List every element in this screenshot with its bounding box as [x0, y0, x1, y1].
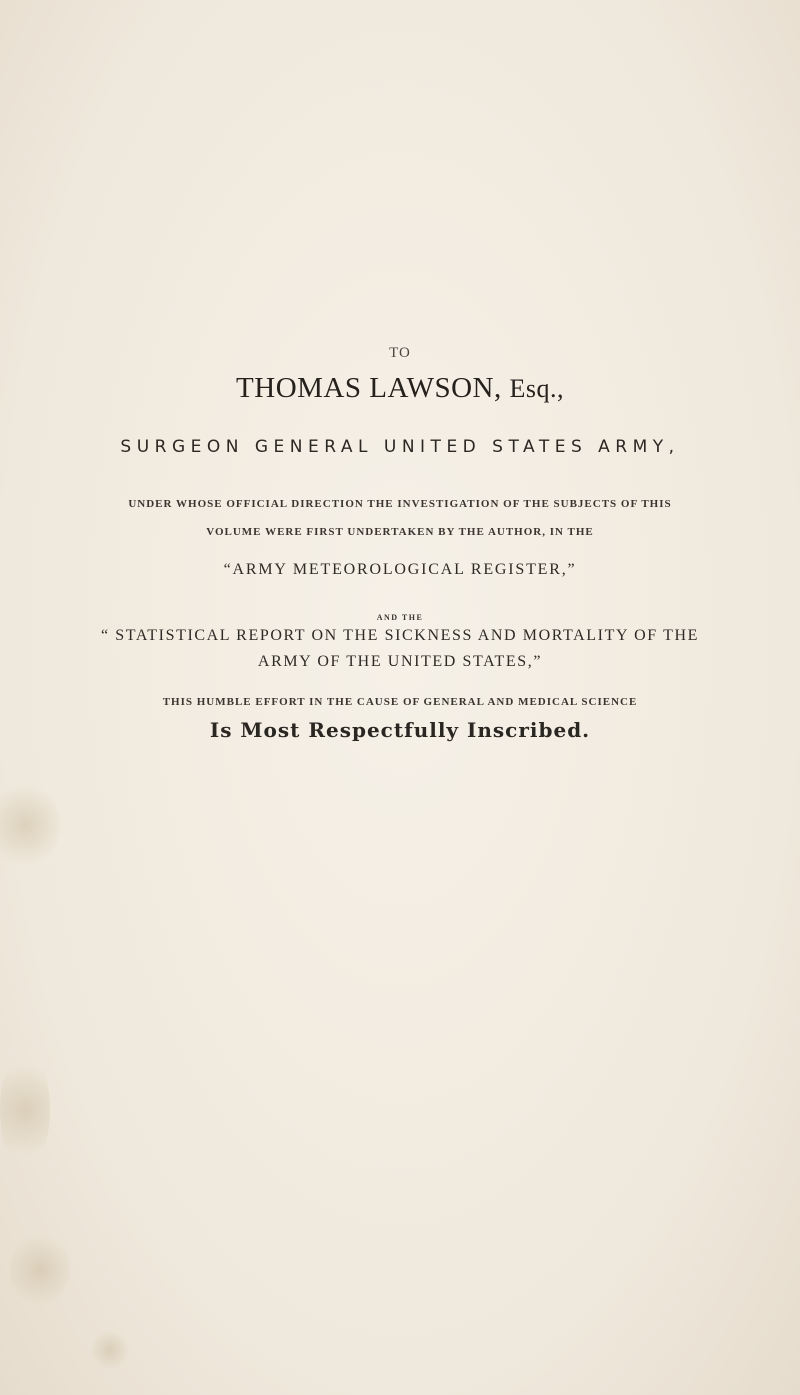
- army-united-states-line: ARMY OF THE UNITED STATES,”: [257, 653, 543, 670]
- statistical-report-title: “ STATISTICAL REPORT ON THE SICKNESS AND MORTALITY OF THE: [101, 627, 699, 644]
- and-the-line: AND THE: [376, 613, 424, 622]
- dedication-to: TO: [389, 345, 411, 361]
- register-title: “ARMY METEOROLOGICAL REGISTER,”: [223, 561, 577, 578]
- dedicatee-name: [0, 372, 800, 405]
- dedicatee-name-text: THOMAS LAWSON,: [236, 372, 502, 404]
- inscribed-line: Is Most Respectfully Inscribed.: [209, 718, 591, 742]
- dedication-volume-line: VOLUME WERE FIRST UNDERTAKEN BY THE AUTHOR, IN THE: [206, 526, 594, 538]
- foxing-spot: [10, 1230, 70, 1310]
- humble-effort-line: THIS HUMBLE EFFORT IN THE CAUSE OF GENERAL AND MEDICAL SCIENCE: [162, 696, 638, 708]
- dedicatee-title: SURGEON GENERAL UNITED STATES ARMY,: [120, 437, 680, 457]
- dedication-under-line: UNDER WHOSE OFFICIAL DIRECTION THE INVESTIGATION OF THE SUBJECTS OF THIS: [128, 498, 672, 510]
- foxing-spot: [0, 1050, 50, 1170]
- dedicatee-honorific: Esq.,: [509, 374, 564, 403]
- foxing-spot: [90, 1330, 130, 1370]
